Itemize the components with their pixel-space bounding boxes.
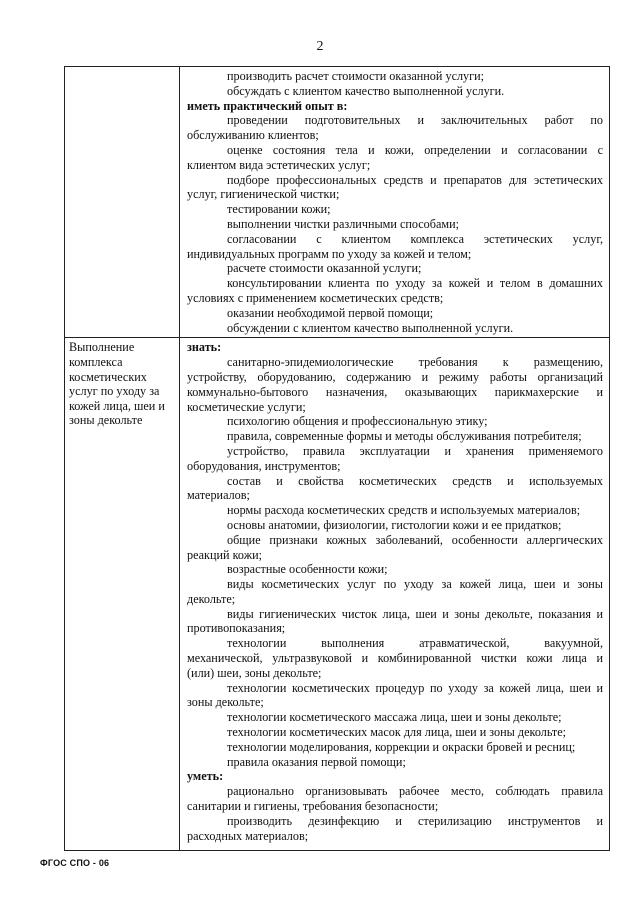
text-line: обслуживанию клиентов; xyxy=(187,128,319,143)
text-line: правила, современные формы и методы обслуживания потребителя; xyxy=(227,429,582,444)
row2-content-cell xyxy=(180,338,610,851)
text-line: производить дезинфекцию и стерилизацию инструментов и xyxy=(227,813,603,828)
text-line: технологии косметического массажа лица, шеи и зоны декольте; xyxy=(227,710,562,725)
text-line: рационально организовывать рабочее место, соблюдать правила xyxy=(227,784,603,799)
text-line: технологии выполнения атравматической, вакуумной, xyxy=(227,636,603,651)
text-line: проведении подготовительных и заключительных работ по xyxy=(227,113,603,128)
module-title-line: Выполнение xyxy=(69,340,135,355)
text-line: услуг, гигиенической чистки; xyxy=(187,187,340,202)
text-line: состав и свойства косметических средств и используемых xyxy=(227,473,603,488)
text-line: условиях с применением косметических средств; xyxy=(187,290,444,305)
row1-left-cell xyxy=(65,67,180,338)
competency-table xyxy=(64,66,610,851)
text-line: механической, ультразвуковой и комбинированной чистки кожи лица и xyxy=(187,651,603,666)
text-line: нормы расхода косметических средств и используемых материалов; xyxy=(227,503,581,518)
text-line: противопоказания; xyxy=(187,621,286,636)
text-line: (или) шеи, зоны декольте; xyxy=(187,665,322,680)
text-line: оказании необходимой первой помощи; xyxy=(227,305,434,320)
table-row xyxy=(65,338,610,851)
text-line: клиентом вида эстетических услуг; xyxy=(187,157,371,172)
row1-content-cell xyxy=(180,67,610,338)
text-line: материалов; xyxy=(187,488,250,503)
text-line: оборудования, инструментов; xyxy=(187,458,341,473)
section-heading: уметь: xyxy=(187,769,224,784)
module-title xyxy=(69,340,173,428)
text-line: устройство, правила эксплуатации и хранения применяемого xyxy=(227,443,603,458)
page-number: 2 xyxy=(316,39,324,54)
text-line: коммунально-бытового назначения, оказывающих парикмахерские и xyxy=(187,384,603,399)
module-title-line: услуг по уходу за xyxy=(69,384,160,399)
text-line: общие признаки кожных заболеваний, особенности аллергических xyxy=(227,532,603,547)
text-line: виды гигиенических чисток лица, шеи и зоны декольте, показания и xyxy=(227,606,603,621)
text-line: подборе профессиональных средств и препаратов для эстетических xyxy=(227,172,603,187)
text-line: реакций кожи; xyxy=(187,547,263,562)
text-line: индивидуальных программ по уходу за кожей и телом; xyxy=(187,246,472,261)
text-line: правила оказания первой помощи; xyxy=(227,754,406,769)
text-line: зоны декольте; xyxy=(187,695,264,710)
text-line: производить расчет стоимости оказанной услуги; xyxy=(227,69,485,83)
text-line: виды косметических услуг по уходу за кожей лица, шеи и зоны xyxy=(227,577,603,592)
text-line: технологии косметических процедур по уходу за кожей лица, шеи и xyxy=(227,680,603,695)
row2-lines xyxy=(184,340,603,843)
row1-lines xyxy=(184,69,603,335)
text-line: обсуждении с клиентом качество выполненной услуги. xyxy=(227,320,514,335)
module-title-line: кожей лица, шеи и xyxy=(69,398,165,413)
text-line: санитарии и гигиены, требования безопасности; xyxy=(187,799,439,814)
section-heading: знать: xyxy=(187,340,222,355)
text-line: тестировании кожи; xyxy=(227,202,331,217)
text-line: психологию общения и профессиональную этику; xyxy=(227,414,488,429)
module-title-line: зоны декольте xyxy=(69,413,143,428)
text-line: согласовании с клиентом комплекса эстетических услуг, xyxy=(227,231,603,246)
text-line: косметические услуги; xyxy=(187,399,306,414)
text-line: расчете стоимости оказанной услуги; xyxy=(227,261,422,276)
text-line: основы анатомии, физиологии, гистологии кожи и ее придатков; xyxy=(227,517,562,532)
text-line: технологии моделирования, коррекции и окраски бровей и ресниц; xyxy=(227,739,576,754)
text-line: консультировании клиента по уходу за кожей и телом в домашних xyxy=(227,276,603,291)
footer-standard-code: ФГОС СПО - 06 xyxy=(40,858,110,868)
row2-left-cell xyxy=(65,338,180,851)
text-line: расходных материалов; xyxy=(187,828,309,843)
text-line: технологии косметических масок для лица, шеи и зоны декольте; xyxy=(227,725,567,740)
module-title-line: комплекса xyxy=(69,354,123,369)
text-line: выполнении чистки различными способами; xyxy=(227,216,460,231)
text-line: санитарно-эпидемиологические требования к размещению, xyxy=(227,355,603,370)
text-line: устройству, оборудованию, содержанию и режиму работы организаций xyxy=(187,369,603,384)
module-title-line: косметических xyxy=(69,369,147,384)
text-line: декольте; xyxy=(187,591,236,606)
section-heading: иметь практический опыт в: xyxy=(187,98,348,113)
table-row xyxy=(65,67,610,338)
text-line: оценке состояния тела и кожи, определении и согласовании с xyxy=(227,142,603,157)
text-line: обсуждать с клиентом качество выполненной услуги. xyxy=(227,83,505,98)
text-line: возрастные особенности кожи; xyxy=(227,562,388,577)
